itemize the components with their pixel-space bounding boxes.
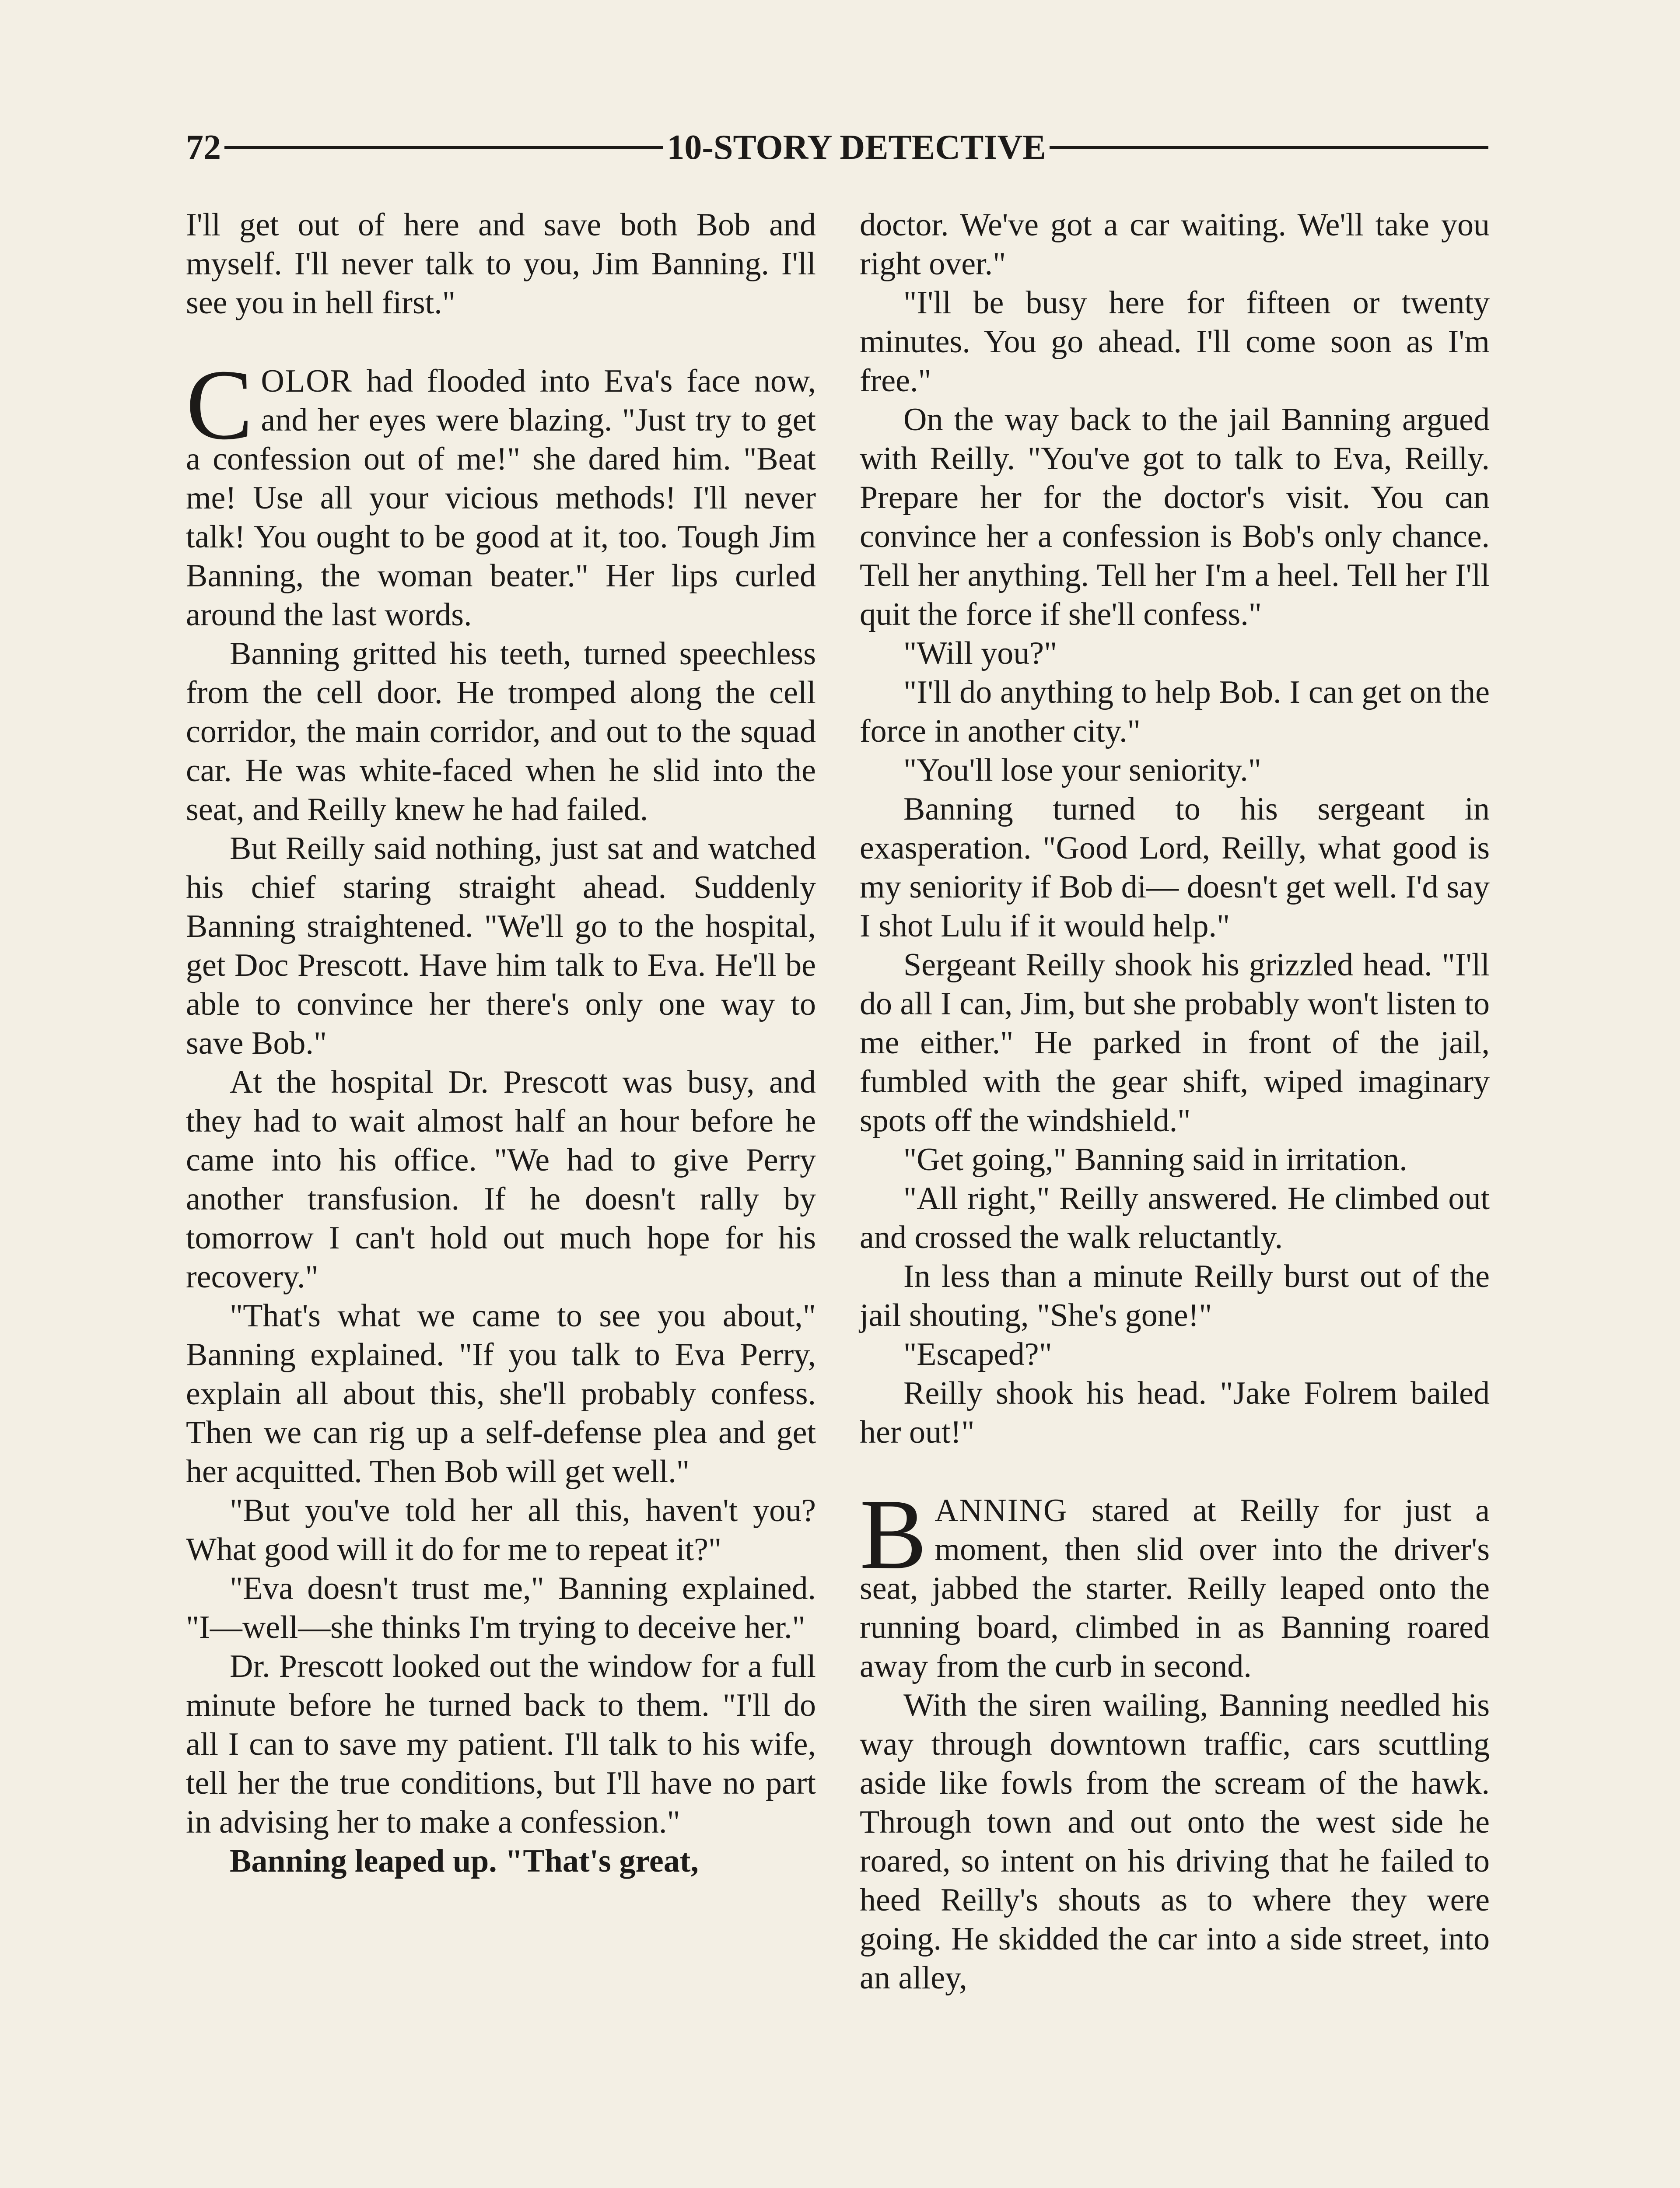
drop-cap-paragraph: [860, 1478, 1490, 1686]
drop-cap-line-tail: had flooded into Eva's face: [352, 363, 741, 399]
paragraph: Banning turned to his sergeant in exasperation. "Good Lord, Reilly, what good is my seniority if Bob di— doesn't get well. I'd say I shot Lulu if it would help.": [860, 791, 1490, 944]
paragraph: "Get going," Banning said in irritation.: [903, 1142, 1407, 1178]
paragraph: "All right," Reilly answered. He climbed out and crossed the walk reluctantly.: [860, 1181, 1490, 1255]
paragraph: On the way back to the jail Banning argued with Reilly. "You've got to talk to Eva, Reilly. Prepare her for the doctor's visit. You can convince her a confession is Bob's only chance. Tell her anything. Tell her I'm a heel. Tell her I'll quit the force if she'll confess.": [860, 402, 1490, 632]
left-column: [186, 206, 816, 1881]
paragraph: In less than a minute Reilly burst out of the jail shouting, "She's gone!": [860, 1259, 1490, 1333]
drop-cap-paragraph: [186, 349, 816, 635]
header-rule-right: [1050, 146, 1488, 149]
drop-cap-word: ANNING: [934, 1493, 1068, 1529]
right-column: [860, 206, 1490, 1998]
drop-cap-word: OLOR: [261, 363, 353, 399]
paragraph: Sergeant Reilly shook his grizzled head. "I'll do all I can, Jim, but she probably won't listen to me either." He parked in front of the jail, fumbled with the gear shift, wiped imaginary spots off the windshield.": [860, 947, 1490, 1139]
page-number: 72: [186, 128, 221, 167]
paragraph: "Eva doesn't trust me," Banning explained. "I—well—she thinks I'm trying to deceive her.": [186, 1571, 816, 1645]
paragraph: doctor. We've got a car waiting. We'll take you right over.": [860, 207, 1490, 282]
drop-cap-line-tail: stared at Reilly for just: [1068, 1493, 1452, 1529]
paragraph: But Reilly said nothing, just sat and watched his chief staring straight ahead. Suddenly Banning straightened. "We'll go to the hospital, get Doc Prescott. Have him talk to Eva. He'll be able to convince her there's only one way to save Bob.": [186, 831, 816, 1061]
paragraph: "But you've told her all this, haven't you? What good will it do for me to repeat it?": [186, 1493, 816, 1567]
paragraph: Dr. Prescott looked out the window for a full minute before he turned back to them. "I'll do all I can to save my patient. I'll talk to his wife, tell her the true conditions, but I'll have no part in advising her to make a confession.": [186, 1648, 816, 1840]
header-rule-left: [224, 146, 663, 149]
paragraph: Banning leaped up. "That's great,: [230, 1843, 699, 1879]
paragraph: Reilly shook his head. "Jake Folrem bailed her out!": [860, 1375, 1490, 1450]
paragraph: "I'll be busy here for fifteen or twenty minutes. You go ahead. I'll come soon as I'm free.": [860, 285, 1490, 399]
magazine-title: 10-STORY DETECTIVE: [667, 128, 1046, 167]
page-header: [186, 123, 1492, 172]
paragraph: At the hospital Dr. Prescott was busy, and they had to wait almost half an hour before he came into his office. "We had to give Perry another transfusion. If he doesn't rally by tomorrow I can't hold out much hope for his recovery.": [186, 1064, 816, 1295]
paragraph-continuation: a moment, then slid over into the driver's seat, jabbed the starter. Reilly leaped onto the running board, climbed in as Banning roared away from the curb in second.: [860, 1493, 1490, 1684]
paragraph: "That's what we came to see you about," Banning explained. "If you talk to Eva Perry, explain all about this, she'll probably confess. Then we can rig up a self-defense plea and get her acquitted. Then Bob will get well.": [186, 1298, 816, 1490]
paragraph: "Escaped?": [903, 1336, 1052, 1372]
drop-cap-letter: C: [186, 349, 253, 460]
paragraph: "I'll do anything to help Bob. I can get on the force in another city.": [860, 674, 1490, 749]
paragraph-continuation: now, and her eyes were blazing. "Just try to get a confession out of me!" she dared him. "Beat me! Use all your vicious methods! I'll never talk! You ought to be good at it, too. Tough Jim Banning, the woman beater." Her lips curled around the last words.: [186, 363, 816, 633]
paragraph: With the siren wailing, Banning needled his way through downtown traffic, cars scuttling aside like fowls from the scream of the hawk. Through town and out onto the west side he roared, so intent on his driving that he failed to heed Reilly's shouts as to where they were going. He skidded the car into a side street, into an alley,: [860, 1687, 1490, 1996]
drop-cap-letter: B: [860, 1478, 927, 1590]
paragraph: "Will you?": [903, 635, 1057, 671]
paragraph: "You'll lose your seniority.": [903, 752, 1261, 788]
paragraph: Banning gritted his teeth, turned speechless from the cell door. He tromped along the cell corridor, the main corridor, and out to the squad car. He was white-faced when he slid into the seat, and Reilly knew he had failed.: [186, 636, 816, 828]
paragraph: I'll get out of here and save both Bob and myself. I'll never talk to you, Jim Banning. I'll see you in hell first.": [186, 207, 816, 321]
